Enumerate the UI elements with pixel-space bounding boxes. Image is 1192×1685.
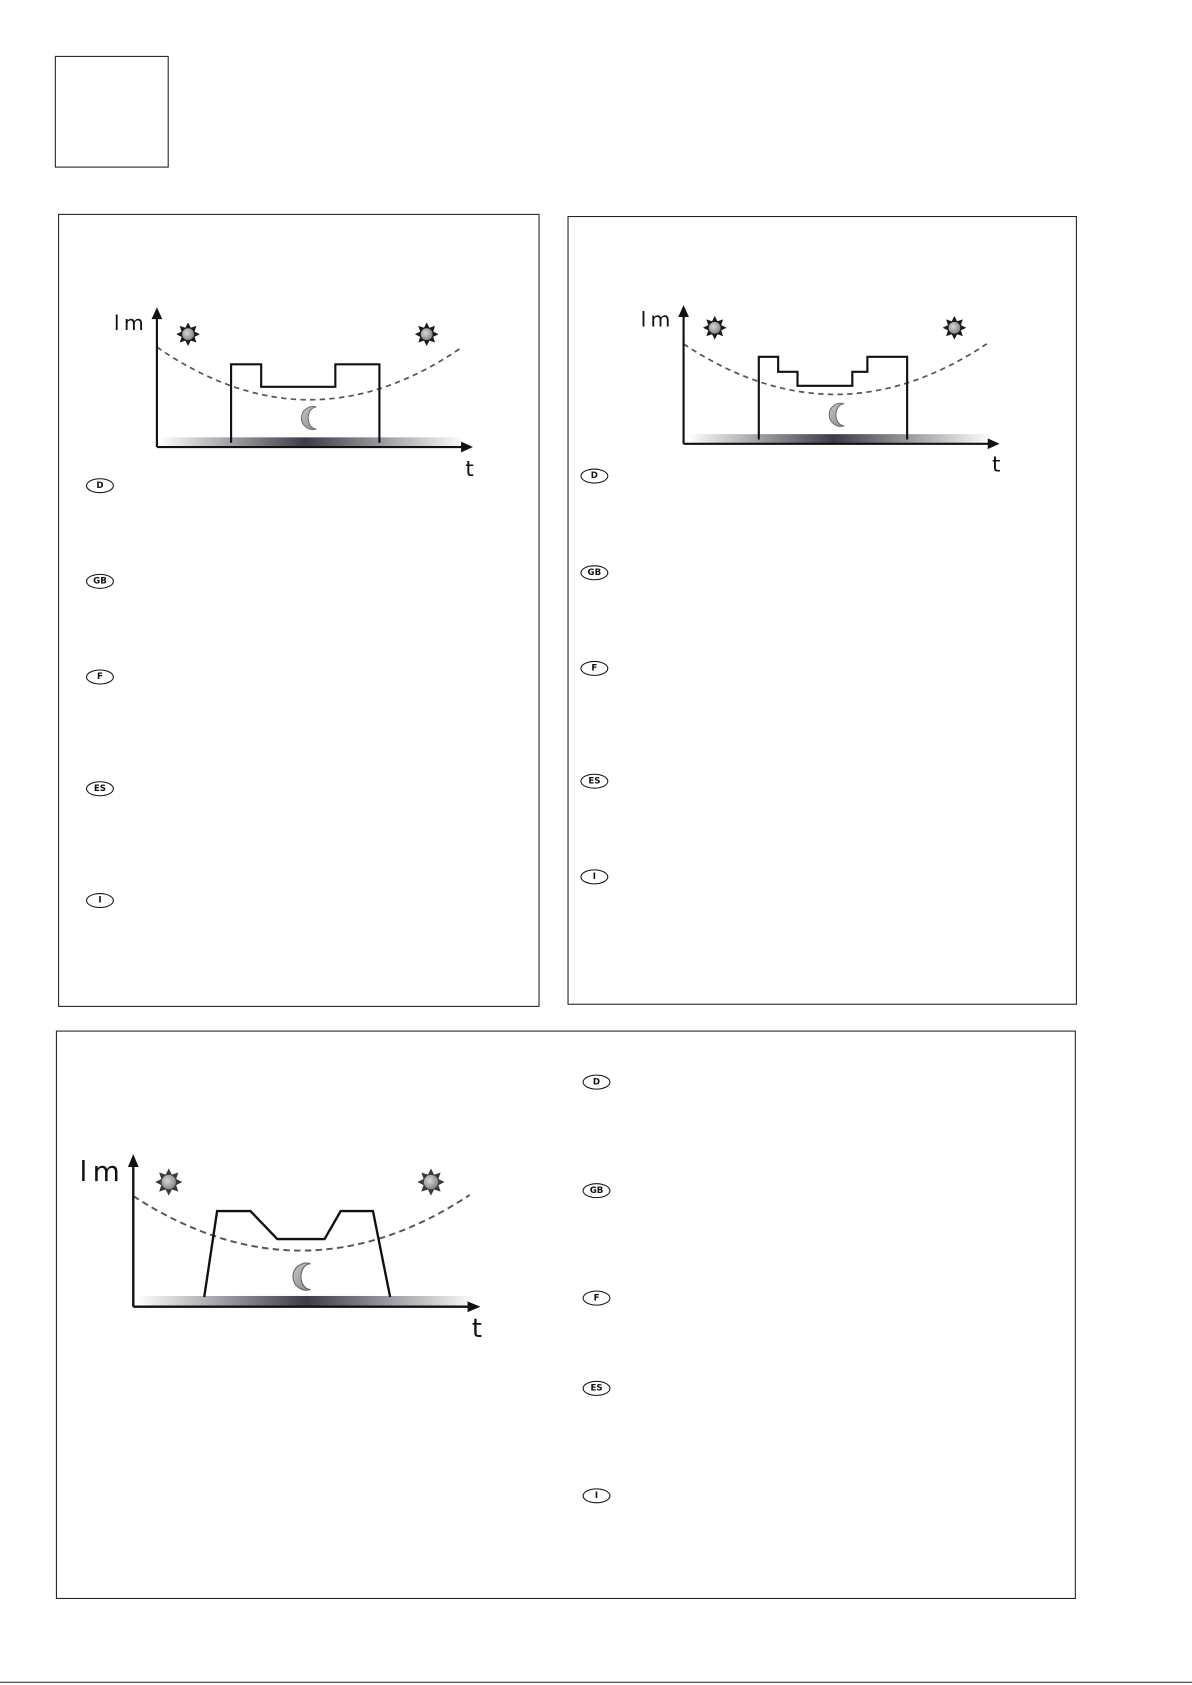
y-axis-label: lm	[113, 310, 149, 335]
daylight-curve	[157, 347, 462, 400]
language-badge-i: I	[580, 869, 608, 884]
light-level-graph-2	[629, 290, 1016, 478]
sun-icon	[415, 322, 439, 346]
sun-icon	[417, 1168, 444, 1195]
night-gradient-bar	[159, 437, 464, 447]
x-axis-label: t	[471, 1313, 482, 1344]
language-badge-f: F	[580, 661, 608, 676]
language-badge-d: D	[583, 1075, 611, 1090]
sun-icon	[155, 1168, 182, 1195]
y-axis-arrow	[152, 307, 163, 319]
language-badge-d: D	[86, 478, 114, 493]
language-badge-f: F	[86, 669, 114, 684]
language-badge-f: F	[583, 1291, 611, 1306]
y-axis-label: lm	[640, 307, 675, 332]
language-badge-i: I	[86, 893, 114, 908]
language-badge-d: D	[580, 469, 608, 484]
night-gradient-bar	[688, 434, 991, 444]
daylight-curve	[133, 1195, 469, 1251]
language-badge-es: ES	[580, 774, 608, 789]
sun-icon	[943, 316, 967, 340]
x-axis-label: t	[992, 452, 1001, 478]
dimming-profile-line	[759, 357, 907, 440]
night-gradient-bar	[138, 1296, 477, 1307]
language-badge-gb: GB	[580, 565, 608, 580]
language-badge-gb: GB	[86, 574, 114, 589]
light-level-graph-1	[102, 296, 489, 484]
sun-icon	[176, 322, 200, 346]
sun-icon	[703, 316, 727, 340]
y-axis-label: lm	[79, 1154, 126, 1188]
blank-square	[55, 56, 169, 168]
x-axis-arrow	[988, 438, 1000, 449]
language-badge-i: I	[583, 1488, 611, 1503]
moon-icon	[293, 1263, 311, 1290]
y-axis-arrow	[678, 305, 689, 317]
dimming-profile-line	[231, 364, 379, 442]
x-axis-label: t	[465, 457, 474, 483]
language-badge-es: ES	[583, 1381, 611, 1396]
y-axis-arrow	[128, 1154, 139, 1167]
light-level-graph-3	[70, 1139, 495, 1349]
language-badge-gb: GB	[583, 1183, 611, 1198]
language-badge-es: ES	[86, 781, 114, 796]
page-bottom-rule	[0, 1682, 1192, 1683]
moon-icon	[301, 407, 316, 430]
x-axis-arrow	[461, 442, 473, 453]
moon-icon	[829, 403, 844, 426]
